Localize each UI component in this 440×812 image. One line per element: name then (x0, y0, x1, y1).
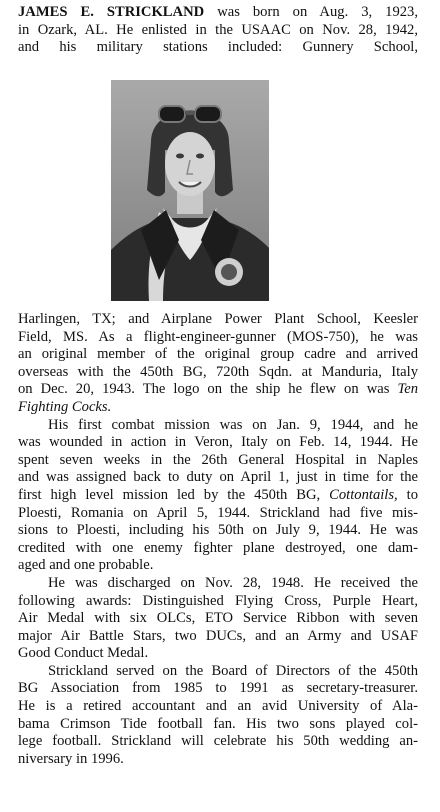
paragraph-missions: His first combat mission was on Jan. 9, 1944, and he was wounded in action in Veron, Italy on Feb. 14, 1944. He spent seven weeks in the 26th General Hospital in Naples and was assigned back to duty on April 1, just in time for the first high level mission led by the 450th BG, Cottontails, to Ploesti, Romania on April 5, 1944. Strickland had five mis- sions to Ploesti, including his 50th on July 9, 1944. He was credited with one enemy fighter plane destroyed, one dam- aged and one probable. (18, 416, 418, 574)
ship-logo-name-cont: Fighting Cocks. (18, 398, 112, 415)
body-text (18, 311, 418, 768)
ship-logo-name: Ten (397, 381, 418, 398)
paragraph-association: Strickland served on the Board of Directors of the 450th BG Association from 1985 to 1991 as secretary-treasurer. He is a retired accountant and an avid University of Ala- bama Crimson Tide football fan. His two sons played col- lege football. Strickland will celebrate his 50th wedding an- niversary in 1996. (18, 662, 418, 767)
portrait-photo (111, 80, 269, 301)
intro-line: and his military stations included: Gunnery School, (18, 39, 418, 56)
portrait-image (111, 80, 269, 301)
paragraph-awards: He was discharged on Nov. 28, 1948. He received the following awards: Distinguished Flying Cross, Purple Heart, Air Medal with six OLCs, ETO Service Ribbon with seven major Air Battle Stars, two DUCs, and an Army and USAF Good Conduct Medal. (18, 574, 418, 662)
paragraph-stations: Harlingen, TX; and Airplane Power Plant School, Keesler Field, MS. As a flight-engineer-gunner (MOS-750), he was an original member of the original group cadre and arrived overseas with the 450th BG, 720th Sqdn. at Manduria, Italy on Dec. 20, 1943. The logo on the ship he flew on was Ten Fighting Cocks. (18, 311, 418, 415)
mission-name: Cottontails, (329, 486, 398, 503)
person-name: JAMES E. STRICKLAND (18, 4, 205, 20)
intro-line: JAMES E. STRICKLAND was born on Aug. 3, 1923, (18, 4, 418, 20)
intro-text (18, 4, 418, 57)
intro-line: in Ozark, AL. He enlisted in the USAAC on Nov. 28, 1942, (18, 21, 418, 38)
